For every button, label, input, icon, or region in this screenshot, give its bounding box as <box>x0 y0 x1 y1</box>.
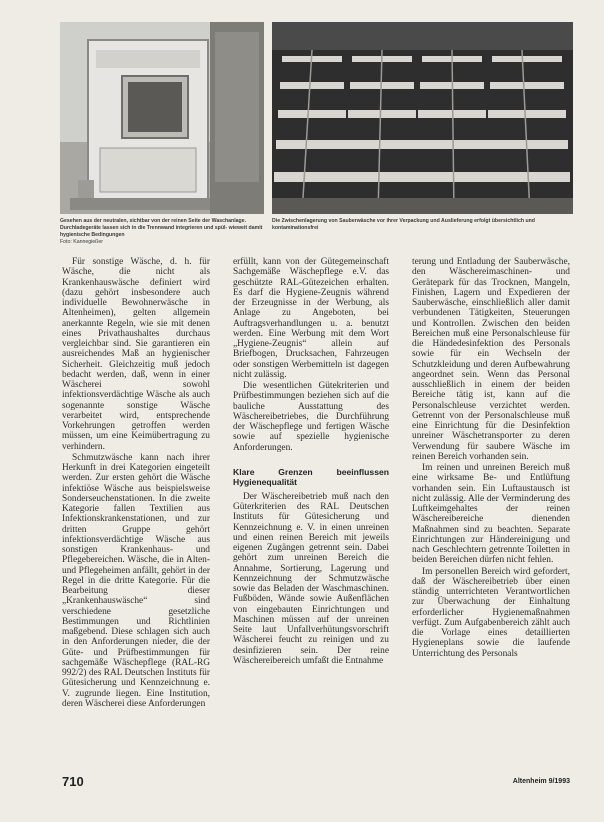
page-number: 710 <box>62 774 84 789</box>
text-column-3 <box>412 257 570 659</box>
photo-credit: Foto: Kannegießer <box>60 239 103 245</box>
paragraph: Für sonstige Wäsche, d. h. für Wäsche, die nicht als Krankenhauswäsche definiert wird (dazu gehört insbesondere auch individuelle Bewohnerwäsche in Altenheimen), gelten allgemein anerkannte Regeln, wie sie mit denen eines Privathaushaltes durchaus vergleichbar sind. Sie garantieren ein ausreichendes Maß an hygienischer Sicherheit. Gleichzeitig muß jedoch bedacht werden, daß, wenn in einer Wäscherei sowohl infektionsverdächtige Wäsche als auch sogenannte sonstige Wäsche verarbeitet wird, entsprechende Vorkehrungen getroffen werden müssen, um eine Keimübertragung zu verhindern. <box>62 257 210 452</box>
paragraph: Die wesentlichen Gütekriterien und Prüfbestimmungen beziehen sich auf die bauliche Ausstattung des Wäschereibetriebes, die Durchführung der Wäschepflege und fertigen Wäsche sowie auf spezielle hygienische Anforderungen. <box>233 381 389 453</box>
caption-right-text: Die Zwischenlagerung von Sauberwäsche vor ihrer Verpackung und Auslieferung erfolgt übersichtlich und kontaminationsfrei <box>272 218 535 231</box>
section-subheading: Klare Grenzen beeinflussen Hygienequalität <box>233 466 389 488</box>
laundry-shelves-photo-icon <box>272 22 573 214</box>
paragraph: Schmutzwäsche kann nach ihrer Herkunft in drei Kategorien eingeteilt werden. Zur ersten gehört die Wäsche infektiöse Wäsche aus beispielsweise Sonderseuchenstationen. In die zweite Kategorie fallen Textilien aus Infektionskrankenstationen, und zur dritten Gruppe gehört infektionsverdächtige Wäsche aus sonstigen Krankenhaus- und Pflegebereichen. Wäsche, die in Alten- und Pflegeheimen anfällt, gehört in der Regel in die dritte Kategorie. Für die Bearbeitung dieser „Krankenhauswäsche“ sind verschiedene gesetzliche Bestimmungen und Richtlinien maßgebend. Diese schlagen sich auch in den Anforderungen nieder, die der Güte- und Prüfbestimmungen für sachgemäße Wäschepflege (RAL-RG 992/2) des RAL Deutschen Instituts für Gütesicherung und Kennzeichnung e. V. zugrunde liegen. Eine Institution, deren Wäscherei diese Anforderungen <box>62 452 210 709</box>
caption-left-text: Gesehen aus der neutralen, sichtbar von der reinen Seite der Waschanlage. Durchladegeräte lassen sich in die Trennwand integrieren und spül- <box>60 218 247 231</box>
machine-photo-icon <box>60 22 264 214</box>
text-column-1 <box>62 257 210 709</box>
photo-caption-left <box>60 218 265 246</box>
paragraph: Im personellen Bereich wird gefordert, daß der Wäschereibetrieb über einen ständig unterrichteten Verantwortlichen zur Überwachung der Einhaltung erforderlicher Hygienemaßnahmen verfügt. Zum Aufgabenbereich zählt auch die Vorlage eines detaillierten Hygieneplans sowie die laufende Unterrichtung des Personals <box>412 566 570 659</box>
paragraph: Der Wäschereibetrieb muß nach den Güterkriterien des RAL Deutschen Instituts für Gütesicherung und Kennzeichnung e. V. in einen unreinen und einen reinen Bereich mit jeweils eigenen Zugängen getrennt sein. Dabei gehört zum unreinen Bereich die Annahme, Sortierung, Lagerung und Kennzeichnung der Schmutzwäsche sowie das Beladen der Waschmaschinen. Fußböden, Wände sowie Außenflächen von eingebauten Einrichtungen und Maschinen müssen auf der unreinen Seite laut Unfallverhütungsvorschrift Wäscherei feucht zu reinigen und zu desinfizieren sein. Der reine Wäschereibereich umfaßt die Entnahme <box>233 491 389 666</box>
machine-photo <box>60 22 264 214</box>
issue-label: Altenheim 9/1993 <box>512 778 570 785</box>
text-column-2 <box>233 257 389 666</box>
caption-left-text-2: wieweit damit hygienische Bedingungen <box>60 225 263 238</box>
paragraph: erfüllt, kann von der Gütegemeinschaft Sachgemäße Wäschepflege e.V. das geschützte RAL-Gütezeichen erhalten. Es darf die Hygiene-Zeugnis während der Erzeugnisse in der Werbung, als Anlage zu Angeboten, bei Auftragsverhandlungen u. a. benutzt werden. Eine Werbung mit dem Wort „Hygiene-Zeugnis“ allein auf Briefbogen, Drucksachen, Fahrzeugen oder sonstigen Werbemitteln ist dagegen nicht zulässig. <box>233 257 389 380</box>
paragraph: Im reinen und unreinen Bereich muß eine wirksame Be- und Entlüftung vorhanden sein. Ein Luftaustausch ist nicht zulässig. Alle der Verminderung des Luftkeimgehaltes der reinen Wäschereibereiche dienenden Maßnahmen sind zu beachten. Separate Einrichtungen zur Händereinigung und nach Geschlechtern getrennte Toiletten in beiden Bereichen dürfen nicht fehlen. <box>412 463 570 566</box>
paragraph: terung und Entladung der Sauberwäsche, den Wäschereimaschinen- und Gerätepark für das Trocknen, Mangeln, Finishen, Lagern und Expedieren der Sauberwäsche, einschließlich aller damit verbundenen Tätigkeiten, Steuerungen und Kontrollen. Zwischen den beiden Bereichen muß eine Personalschleuse für die Händedesinfektion des Personals sowie für ein Wechseln der Schutzkleidung und deren Aufbewahrung angeordnet sein. Wenn das Personal ausschließlich in einem der beiden Bereiche tätig ist, kann auf die Personalschleuse verzichtet werden. Getrennt von der Personalschleuse muß eine Einrichtung für die Desinfektion unreiner Wäschetransporter zu deren Verwendung für saubere Wäsche im reinen Bereich vorhanden sein. <box>412 257 570 462</box>
laundry-shelves-photo <box>272 22 573 214</box>
photo-caption-right <box>272 218 572 232</box>
